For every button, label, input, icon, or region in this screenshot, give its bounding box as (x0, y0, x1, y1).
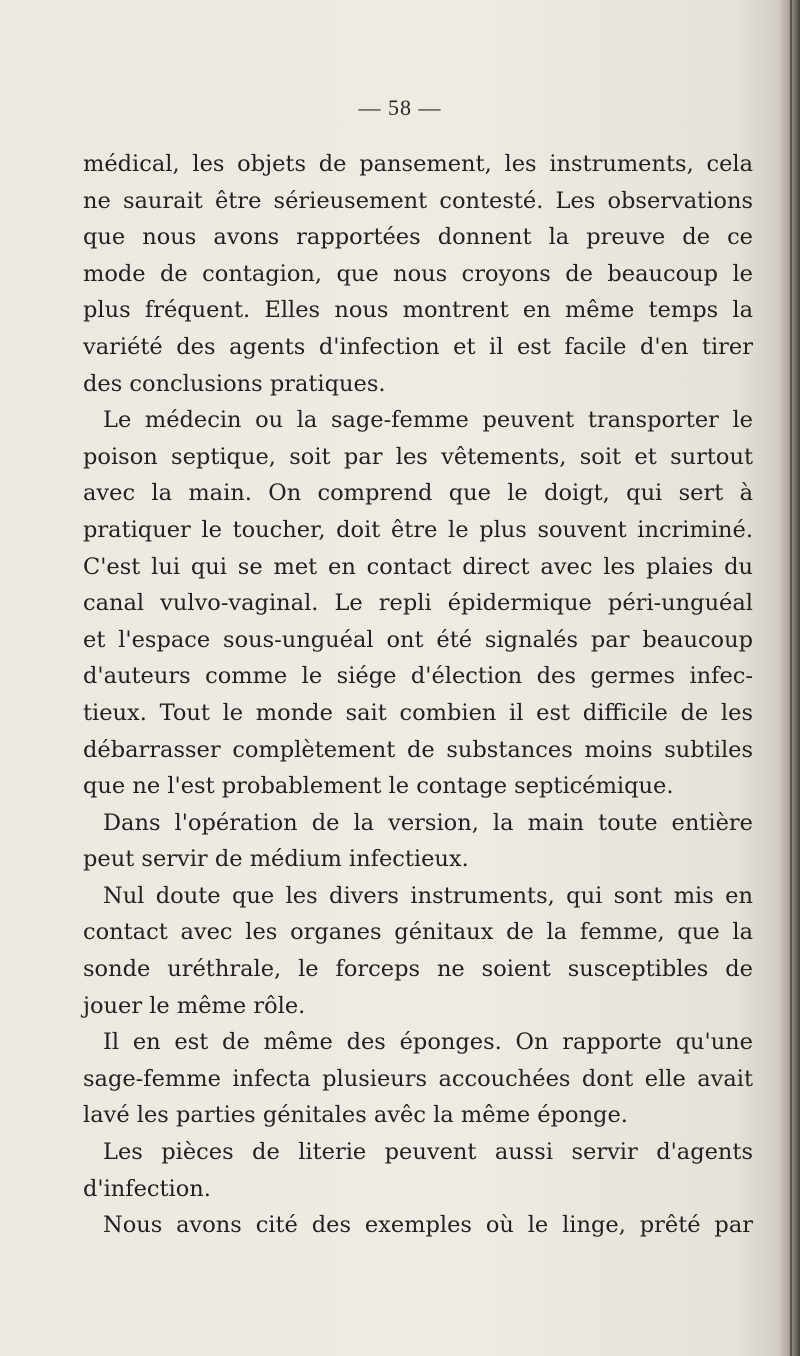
text-line: débarrasser complètement de substances moins subtiles (83, 736, 753, 763)
text-line: ne saurait être sérieusement contesté. Les observations (83, 187, 753, 214)
text-line: Il en est de même des éponges. On rapporte qu'une (103, 1029, 753, 1056)
text-line: contact avec les organes génitaux de la femme, que la (83, 919, 753, 946)
text-line: canal vulvo-vaginal. Le repli épidermique péri-unguéal (83, 590, 753, 617)
text-line: C'est lui qui se met en contact direct avec les plaies du (83, 553, 753, 580)
text-line: tieux. Tout le monde sait combien il est difficile de les (83, 699, 753, 726)
text-line: variété des agents d'infection et il est facile d'en tirer (83, 333, 753, 360)
text-line: Nul doute que les divers instruments, qui sont mis en (103, 882, 753, 909)
text-line: poison septique, soit par les vêtements, soit et surtout (83, 443, 753, 470)
page-number: — 58 — (358, 95, 442, 120)
page-spine-shadow (778, 0, 800, 1356)
text-line: Nous avons cité des exemples où le linge, prêté par (103, 1212, 753, 1239)
text-line: pratiquer le toucher, doit être le plus souvent incriminé. (83, 516, 753, 543)
text-line: mode de contagion, que nous croyons de beaucoup le (83, 260, 753, 287)
text-line: d'infection. (83, 1175, 211, 1202)
text-line: peut servir de médium infectieux. (83, 846, 469, 873)
text-line: que nous avons rapportées donnent la preuve de ce (83, 224, 753, 251)
text-line: des conclusions pratiques. (83, 370, 386, 397)
text-line: lavé les parties génitales avêc la même éponge. (83, 1102, 628, 1129)
text-line: que ne l'est probablement le contage septicémique. (83, 773, 674, 800)
text-line: plus fréquent. Elles nous montrent en même temps la (83, 297, 753, 324)
text-line: avec la main. On comprend que le doigt, qui sert à (83, 480, 753, 507)
text-line: sage-femme infecta plusieurs accouchées dont elle avait (83, 1065, 753, 1092)
text-line: jouer le même rôle. (83, 992, 306, 1019)
text-line: d'auteurs comme le siége d'élection des germes infec- (83, 663, 753, 690)
text-line: Dans l'opération de la version, la main toute entière (103, 809, 753, 836)
text-line: médical, les objets de pansement, les instruments, cela (83, 151, 753, 177)
text-line: Le médecin ou la sage-femme peuvent transporter le (103, 407, 753, 434)
page-spine-edge (790, 0, 792, 1356)
body-text (83, 146, 753, 1244)
text-line: sonde uréthrale, le forceps ne soient susceptibles de (83, 956, 753, 983)
text-line: et l'espace sous-unguéal ont été signalés par beaucoup (83, 626, 753, 653)
text-line: Les pièces de literie peuvent aussi servir d'agents (103, 1139, 753, 1166)
